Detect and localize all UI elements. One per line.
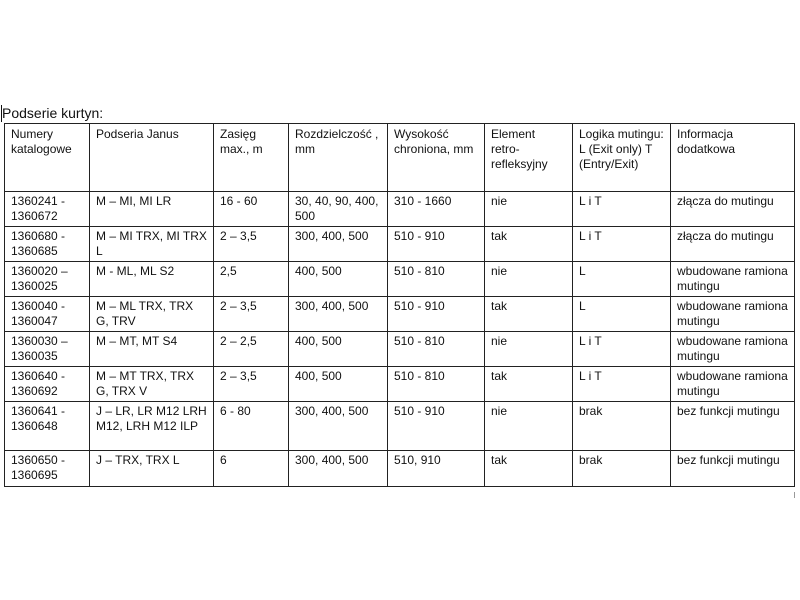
table-cell: tak — [485, 451, 573, 487]
table-cell: złącza do mutingu — [671, 227, 795, 262]
table-cell: 510 - 810 — [388, 332, 485, 367]
table-cell: 6 — [214, 451, 289, 487]
table-cell: 1360650 - 1360695 — [5, 451, 90, 487]
table-cell: 510 - 910 — [388, 227, 485, 262]
table-cell: wbudowane ramiona mutingu — [671, 262, 795, 297]
table-cell: nie — [485, 332, 573, 367]
table-row — [5, 451, 795, 487]
table-cell: wbudowane ramiona mutingu — [671, 297, 795, 332]
table-cell: 2 – 3,5 — [214, 227, 289, 262]
header-cell: Logika mutingu: L (Exit only) T (Entry/Exit) — [573, 124, 671, 192]
table-cell: 1360680 - 1360685 — [5, 227, 90, 262]
table-cell: nie — [485, 192, 573, 227]
table-cell: brak — [573, 402, 671, 451]
table-cell: 2,5 — [214, 262, 289, 297]
table-cell: 400, 500 — [289, 367, 388, 402]
table-cell: 1360020 – 1360025 — [5, 262, 90, 297]
table-row — [5, 332, 795, 367]
table-cell: wbudowane ramiona mutingu — [671, 332, 795, 367]
header-cell: Numery katalogowe — [5, 124, 90, 192]
header-cell: Rozdzielczość , mm — [289, 124, 388, 192]
table-cell: 1360640 - 1360692 — [5, 367, 90, 402]
table-cell: 300, 400, 500 — [289, 402, 388, 451]
table-cell: M – MT TRX, TRX G, TRX V — [90, 367, 214, 402]
page-corner-mark — [794, 492, 795, 498]
table-cell: L i T — [573, 367, 671, 402]
table-row — [5, 367, 795, 402]
table-cell: L — [573, 297, 671, 332]
table-cell: 300, 400, 500 — [289, 451, 388, 487]
table-cell: 1360040 - 1360047 — [5, 297, 90, 332]
table-cell: M – MI, MI LR — [90, 192, 214, 227]
table-cell: nie — [485, 402, 573, 451]
table-cell: M - ML, ML S2 — [90, 262, 214, 297]
table-row — [5, 402, 795, 451]
table-cell: 510 - 910 — [388, 297, 485, 332]
table-cell: 16 - 60 — [214, 192, 289, 227]
table-row — [5, 227, 795, 262]
table-cell: L i T — [573, 227, 671, 262]
table-row — [5, 262, 795, 297]
table-cell: złącza do mutingu — [671, 192, 795, 227]
header-cell: Wysokość chroniona, mm — [388, 124, 485, 192]
table-cell: 300, 400, 500 — [289, 227, 388, 262]
table-cell: 2 – 3,5 — [214, 297, 289, 332]
table-cell: M – ML TRX, TRX G, TRV — [90, 297, 214, 332]
table-cell: 30, 40, 90, 400, 500 — [289, 192, 388, 227]
table-row — [5, 192, 795, 227]
table-cell: tak — [485, 297, 573, 332]
table-cell: L i T — [573, 332, 671, 367]
table-cell: tak — [485, 227, 573, 262]
table-cell: M – MI TRX, MI TRX L — [90, 227, 214, 262]
curtain-subseries-table — [4, 123, 795, 487]
table-cell: 1360030 – 1360035 — [5, 332, 90, 367]
table-cell: 310 - 1660 — [388, 192, 485, 227]
section-heading: Podserie kurtyn: — [2, 105, 104, 121]
table-cell: 400, 500 — [289, 332, 388, 367]
table-cell: nie — [485, 262, 573, 297]
table-cell: 400, 500 — [289, 262, 388, 297]
table-cell: L i T — [573, 192, 671, 227]
header-cell: Podseria Janus — [90, 124, 214, 192]
table-cell: 300, 400, 500 — [289, 297, 388, 332]
table-cell: 510 - 810 — [388, 367, 485, 402]
table-cell: bez funkcji mutingu — [671, 451, 795, 487]
table-header-row — [5, 124, 795, 192]
table-cell: J – TRX, TRX L — [90, 451, 214, 487]
table-cell: 2 – 3,5 — [214, 367, 289, 402]
table-cell: J – LR, LR M12 LRH M12, LRH M12 ILP — [90, 402, 214, 451]
table-cell: 1360241 - 1360672 — [5, 192, 90, 227]
table-cell: wbudowane ramiona mutingu — [671, 367, 795, 402]
table-cell: 1360641 - 1360648 — [5, 402, 90, 451]
table-cell: tak — [485, 367, 573, 402]
table-cell: 6 - 80 — [214, 402, 289, 451]
table-cell: 510 - 810 — [388, 262, 485, 297]
table-row — [5, 297, 795, 332]
table-cell: 2 – 2,5 — [214, 332, 289, 367]
table-cell: M – MT, MT S4 — [90, 332, 214, 367]
header-cell: Informacja dodatkowa — [671, 124, 795, 192]
table-cell: L — [573, 262, 671, 297]
table-cell: bez funkcji mutingu — [671, 402, 795, 451]
table-cell: brak — [573, 451, 671, 487]
table-cell: 510 - 910 — [388, 402, 485, 451]
header-cell: Zasięg max., m — [214, 124, 289, 192]
header-cell: Element retro-refleksyjny — [485, 124, 573, 192]
table-cell: 510, 910 — [388, 451, 485, 487]
